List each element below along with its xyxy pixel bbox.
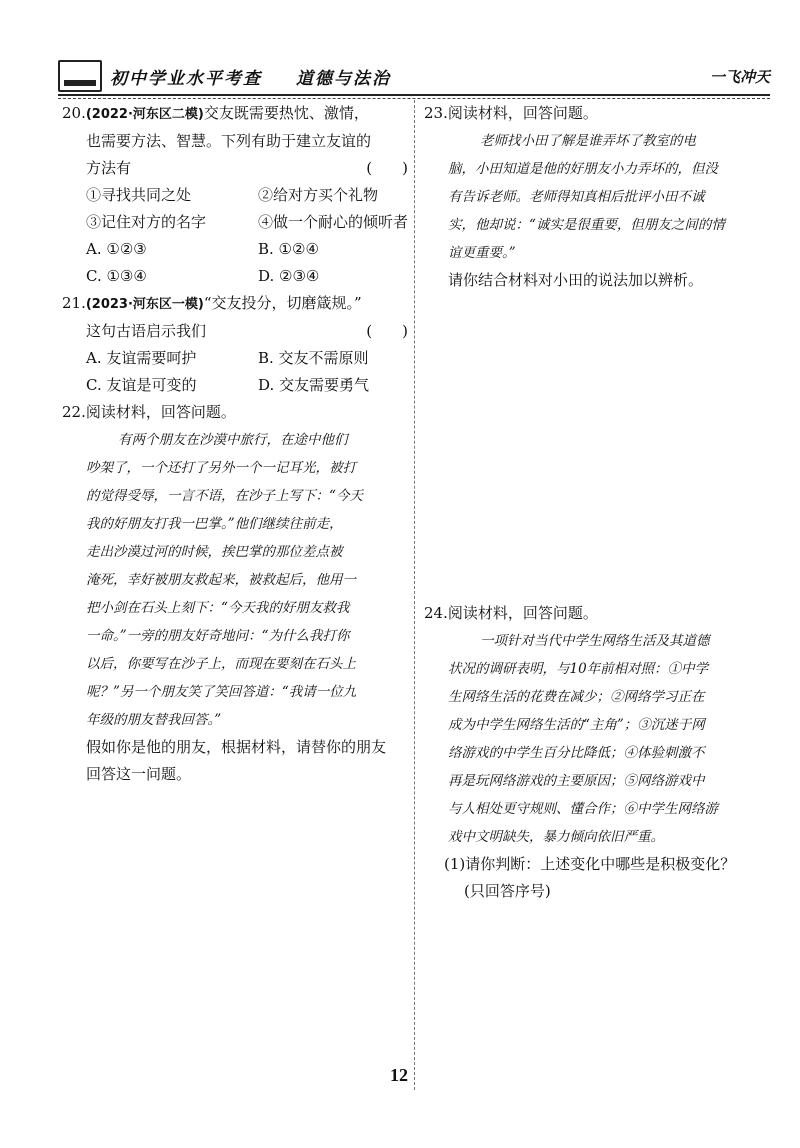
- q22-material: [62, 426, 412, 734]
- q23-first-line: [424, 100, 772, 127]
- q21-line-0: “交友投分，切磨箴规。”: [203, 294, 362, 312]
- q21-number: 21.: [62, 294, 86, 312]
- header-rule: [58, 94, 770, 96]
- header-subject: 道德与法治: [296, 69, 391, 89]
- q20-option-b: B. ①②④: [258, 240, 319, 258]
- q20-answer-paren: ( ): [366, 159, 408, 177]
- q24-material-line: 戏中文明缺失，暴力倾向依旧严重。: [448, 829, 664, 845]
- q22-material-line: 一命。”一旁的朋友好奇地问：“为什么我打你: [86, 628, 350, 644]
- question-24: [424, 600, 772, 905]
- q21-first-line: [62, 290, 412, 318]
- q24-material-line: 再是玩网络游戏的主要原因；⑤网络游戏中: [448, 773, 705, 789]
- q22-material-line: 淹死，幸好被朋友救起来，被救起后，他用一: [86, 572, 356, 588]
- q20-number: 20.: [62, 104, 86, 122]
- left-column: [62, 100, 412, 788]
- q21-option-d: D. 交友需要勇气: [258, 376, 370, 394]
- q20-option-d: D. ②③④: [258, 267, 320, 285]
- q24-material-line: 生网络生活的花费在减少；②网络学习正在: [448, 689, 705, 705]
- q22-material-line: 年级的朋友替我回答。”: [86, 712, 222, 728]
- q21-line-1: 这句古语启示我们: [86, 322, 207, 340]
- q20-options: [62, 236, 412, 290]
- q22-material-line: 有两个朋友在沙漠中旅行，在途中他们: [118, 432, 348, 448]
- q21-option-a: A. 友谊需要呵护: [86, 349, 197, 367]
- q24-material: [424, 627, 772, 851]
- q20-source: (2022·河东区二模): [85, 107, 204, 122]
- q22-question-line-1: 假如你是他的朋友，根据材料，请替你的朋友: [86, 738, 387, 756]
- q20-option-a: A. ①②③: [86, 240, 147, 258]
- question-21: [62, 290, 412, 399]
- q20-statement-3: ③记住对方的名字: [86, 213, 207, 231]
- q20-statement-2: ②给对方买个礼物: [258, 186, 379, 204]
- page-number: 12: [390, 1065, 408, 1085]
- q24-material-line: 状况的调研表明，与10年前相对照：①中学: [448, 661, 709, 677]
- q23-material: [424, 127, 772, 267]
- q20-option-c: C. ①③④: [86, 267, 147, 285]
- q24-first-line: [424, 600, 772, 627]
- q20-first-line: [62, 100, 412, 128]
- q21-source: (2023·河东区一模): [85, 297, 204, 312]
- q22-question-line-2: 回答这一问题。: [86, 765, 192, 783]
- right-column: [424, 100, 772, 294]
- q20-statements: [62, 182, 412, 236]
- header-brand: 一飞冲天: [709, 68, 770, 86]
- q20-statement-1: ①寻找共同之处: [86, 186, 192, 204]
- book-logo-icon: [58, 60, 102, 92]
- q24-material-line: 络游戏的中学生百分比降低；④体验刺激不: [448, 745, 705, 761]
- q22-prompt: 阅读材料，回答问题。: [85, 403, 236, 421]
- q22-material-line: 以后，你要写在沙子上，而现在要刻在石头上: [86, 656, 356, 672]
- q24-number: 24.: [424, 604, 448, 622]
- q21-line-1-row: [62, 318, 412, 345]
- q22-material-line: 把小剑在石头上刻下：“今天我的好朋友救我: [86, 600, 350, 616]
- q23-material-line: 谊更重要。”: [448, 245, 516, 261]
- page-header: [58, 52, 770, 100]
- q24-material-line: 一项针对当代中学生网络生活及其道德: [480, 633, 710, 649]
- q20-statement-4: ④做一个耐心的倾听者: [258, 213, 409, 231]
- q23-material-line: 脑，小田知道是他的好朋友小力弄坏的，但没: [448, 161, 718, 177]
- q22-material-line: 的觉得受辱，一言不语，在沙子上写下：“今天: [86, 488, 363, 504]
- q20-line-1: 也需要方法、智慧。下列有助于建立友谊的: [86, 132, 372, 150]
- q21-option-c: C. 友谊是可变的: [86, 376, 197, 394]
- q21-options: [62, 345, 412, 399]
- q23-prompt: 阅读材料，回答问题。: [447, 104, 598, 122]
- q21-answer-paren: ( ): [366, 322, 408, 340]
- q23-question: 请你结合材料对小田的说法加以辨析。: [448, 271, 704, 289]
- q22-material-line: 走出沙漠过河的时候，挨巴掌的那位差点被: [86, 544, 343, 560]
- q23-material-line: 有告诉老师。老师得知真相后批评小田不诚: [448, 189, 705, 205]
- q22-material-line: 呢？”另一个朋友笑了笑回答道：“我请一位九: [86, 684, 357, 700]
- q22-first-line: [62, 399, 412, 426]
- q24-material-line: 成为中学生网络生活的“主角”；③沉迷于网: [448, 717, 705, 733]
- q24-sub1-note: (只回答序号): [464, 882, 551, 900]
- question-20: [62, 100, 412, 290]
- q22-material-line: 吵架了，一个还打了另外一个一记耳光，被打: [86, 460, 356, 476]
- q22-number: 22.: [62, 403, 86, 421]
- header-title: 初中学业水平考查: [110, 69, 262, 89]
- q23-number: 23.: [424, 104, 448, 122]
- q22-material-line: 我的好朋友打我一巴掌。”他们继续往前走，: [86, 516, 343, 532]
- question-22: [62, 399, 412, 788]
- q24-sub1: (1)请你判断：上述变化中哪些是积极变化？: [444, 855, 736, 873]
- question-23: [424, 100, 772, 294]
- q20-line-2: 方法有: [86, 159, 132, 177]
- q20-line-0: 交友既需要热忱、激情，: [203, 104, 369, 122]
- q23-material-line: 老师找小田了解是谁弄坏了教室的电: [480, 133, 696, 149]
- q24-prompt: 阅读材料，回答问题。: [447, 604, 598, 622]
- q21-option-b: B. 交友不需原则: [258, 349, 369, 367]
- q24-material-line: 与人相处更守规则、懂合作；⑥中学生网络游: [448, 801, 718, 817]
- header-rule-dashed: [58, 98, 770, 99]
- q23-material-line: 实，他却说：“诚实是很重要，但朋友之间的情: [448, 217, 725, 233]
- q20-line-2-row: [62, 155, 412, 182]
